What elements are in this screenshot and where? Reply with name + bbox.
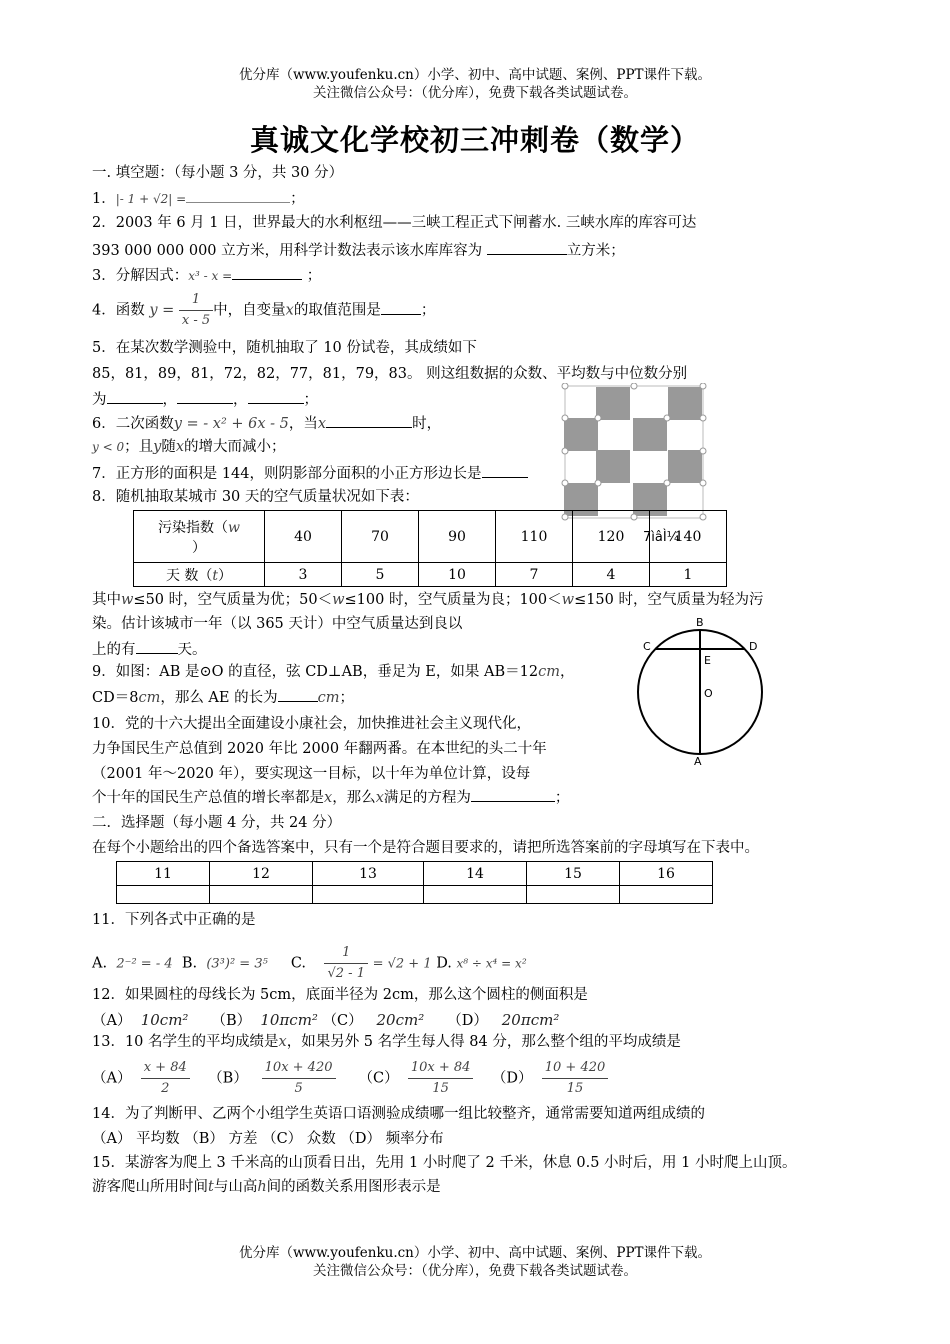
pollution-table: [133, 510, 727, 587]
selection-handle[interactable]: [700, 448, 706, 454]
selection-handle[interactable]: [664, 480, 670, 486]
label-o: O: [704, 687, 713, 700]
shaded-square: [564, 418, 598, 451]
question-8: 8．随机抽取某城市 30 天的空气质量状况如下表：: [92, 489, 419, 505]
table-cell: 110: [496, 511, 573, 563]
table-cell: 10: [419, 563, 496, 587]
question-6-line1: 6．二次函数y = - x² + 6x - 5，当x 时，: [92, 413, 441, 434]
answer-cell[interactable]: [210, 886, 313, 904]
table-cell: 40: [265, 511, 342, 563]
pollution-index-header: 污染指数（w ）: [134, 511, 265, 563]
selection-handle[interactable]: [700, 415, 706, 421]
shaded-square: [596, 450, 630, 483]
question-5-line1: 5．在某次数学测验中，随机抽取了 10 份试卷，其成绩如下: [92, 340, 477, 356]
shaded-square: [668, 387, 702, 420]
section1-heading: 一. 填空题：（每小题 3 分，共 30 分）: [92, 165, 344, 181]
question-8-text-a: 其中w≤50 时，空气质量为优；50＜w≤100 时，空气质量为良；100＜w≤150 时，空气质量为轻为污: [92, 592, 764, 608]
shaded-square: [633, 418, 667, 451]
answer-cell[interactable]: [313, 886, 424, 904]
selection-handle[interactable]: [562, 448, 568, 454]
table-cell: 120: [573, 511, 650, 563]
question-15-line2: 游客爬山所用时间t与山高h间的函数关系用图形表示是: [92, 1179, 441, 1195]
selection-handle[interactable]: [595, 415, 601, 421]
answer-cell[interactable]: [620, 886, 713, 904]
question-7: 7．正方形的面积是 144，则阴影部分面积的小正方形边长是: [92, 463, 528, 484]
question-8-text-c: 上的有 天。: [92, 639, 207, 660]
question-1: 1．|- 1 + √2| = ；: [92, 188, 305, 209]
question-9-line2: CD＝8cm，那么 AE 的长为 cm；: [92, 687, 354, 708]
section2-heading: 二．选择题（每小题 4 分，共 24 分）: [92, 815, 342, 831]
answer-cell[interactable]: [424, 886, 527, 904]
label-c: C: [643, 640, 651, 653]
question-12-options: （A） 10cm² （B） 10πcm² （C） 20cm² （D） 20πcm²: [92, 1011, 560, 1029]
selection-handle[interactable]: [562, 383, 568, 389]
page-header-line2: 关注微信公众号：（优分库），免费下载各类试题试卷。: [313, 85, 637, 101]
question-3: 3．分解因式：x³ - x = ；: [92, 265, 321, 286]
answer-col-header: 12: [210, 862, 313, 886]
selection-handle[interactable]: [700, 480, 706, 486]
table-cell: 90: [419, 511, 496, 563]
question-2-line1: 2．2003 年 6 月 1 日，世界最大的水利枢纽——三峡工程正式下闸蓄水. 三峡水库的库容可达: [92, 215, 697, 231]
page-footer-line1: 优分库（www.youfenku.cn）小学、初中、高中试题、案例、PPT课件下载。: [238, 1245, 712, 1261]
answer-col-header: 14: [424, 862, 527, 886]
table-cell: 5: [342, 563, 419, 587]
days-header: 天 数（t）: [134, 563, 265, 587]
question-14-options: （A） 平均数 （B） 方差 （C） 众数 （D） 频率分布: [92, 1131, 444, 1147]
question-10-line3: （2001 年～2020 年），要实现这一目标，以十年为单位计算，设每: [92, 766, 531, 782]
question-10-line4: 个十年的国民生产总值的增长率都是x，那么x满足的方程为 ；: [92, 787, 569, 808]
shaded-square: [668, 450, 702, 483]
question-11: 11．下列各式中正确的是: [92, 912, 256, 928]
selection-handle[interactable]: [664, 415, 670, 421]
table-cell: 1: [650, 563, 727, 587]
table-cell: 4: [573, 563, 650, 587]
question-11-options: A. 2⁻² = - 4 B. (3³)² = 3⁵ C. $\frac{1}{√2 - 1}$ = √2 + 1 D. x⁸ ÷ x⁴ = x²: [92, 945, 527, 981]
selection-handle[interactable]: [700, 383, 706, 389]
table-cell: 3: [265, 563, 342, 587]
label-b: B: [696, 616, 704, 629]
answer-col-header: 13: [313, 862, 424, 886]
selection-handle[interactable]: [631, 383, 637, 389]
page-footer-line2: 关注微信公众号：（优分库），免费下载各类试题试卷。: [313, 1263, 637, 1279]
question-5-line2: 85，81，89，81，72，82，77，81，79，83。 则这组数据的众数、平均数与中位数分别: [92, 366, 688, 382]
answer-cell[interactable]: [527, 886, 620, 904]
document-title: 真诚文化学校初三冲刺卷（数学）: [249, 123, 700, 157]
question-15-line1: 15．某游客为爬上 3 千米高的山顶看日出，先用 1 小时爬了 2 千米，休息 0.5 小时后，用 1 小时爬上山顶。: [92, 1155, 797, 1171]
table-cell: 140: [650, 511, 727, 563]
answer-table: [116, 861, 713, 904]
selection-handle[interactable]: [562, 480, 568, 486]
label-d: D: [749, 640, 758, 653]
question-2-line2: 393 000 000 000 立方米，用科学计数法表示该水库库容为 立方米；: [92, 240, 625, 261]
label-e: E: [704, 654, 711, 667]
question-5-line3: 为 ， ， ；: [92, 389, 318, 410]
question-12: 12．如果圆柱的母线长为 5cm，底面半径为 2cm，那么这个圆柱的侧面积是: [92, 987, 588, 1003]
question-10-line1: 10．党的十六大提出全面建设小康社会，加快推进社会主义现代化，: [92, 716, 531, 732]
selection-handle[interactable]: [562, 415, 568, 421]
answer-col-header: 15: [527, 862, 620, 886]
answer-col-header: 16: [620, 862, 713, 886]
checkerboard-figure: [560, 383, 710, 523]
answer-cell[interactable]: [117, 886, 210, 904]
answer-col-header: 11: [117, 862, 210, 886]
shaded-square: [596, 387, 630, 420]
question-13: 13．10 名学生的平均成绩是x，如果另外 5 名学生每人得 84 分，那么整个组的平均成绩是: [92, 1034, 681, 1050]
question-6-line2: y < 0；且y随x的增大而减小；: [92, 439, 286, 455]
selection-handle[interactable]: [595, 480, 601, 486]
question-8-text-b: 染。估计该城市一年（以 365 天计）中空气质量达到良以: [92, 616, 463, 632]
table-cell: 7: [496, 563, 573, 587]
question-4: 4．函数 y = $\frac{1}{x - 5}$ 中，自变量x的取值范围是 ；: [92, 292, 436, 328]
page-header-line1: 优分库（www.youfenku.cn）小学、初中、高中试题、案例、PPT课件下载。: [238, 67, 712, 83]
question-14: 14．为了判断甲、乙两个小组学生英语口语测验成绩哪一组比较整齐，通常需要知道两组成绩的: [92, 1106, 705, 1122]
question-10-line2: 力争国民生产总值到 2020 年比 2000 年翻两番。在本世纪的头二十年: [92, 741, 547, 757]
table-cell: 70: [342, 511, 419, 563]
question-13-options: （A） $\frac{x + 84}{2}$ （B） $\frac{10x + 420}{5}$ （C） $\frac{10x + 84}{15}$ （D） $\frac{10 + 420}{15}$: [92, 1058, 608, 1099]
circle-figure: [630, 612, 770, 767]
label-a: A: [694, 755, 702, 767]
garbled-label: 7ìâÌ¼: [643, 530, 680, 545]
section2-instruction: 在每个小题给出的四个备选答案中，只有一个是符合题目要求的，请把所选答案前的字母填写在下表中。: [92, 840, 759, 856]
question-9-line1: 9．如图：AB 是⊙O 的直径，弦 CD⊥AB，垂足为 E，如果 AB＝12cm，: [92, 664, 575, 680]
